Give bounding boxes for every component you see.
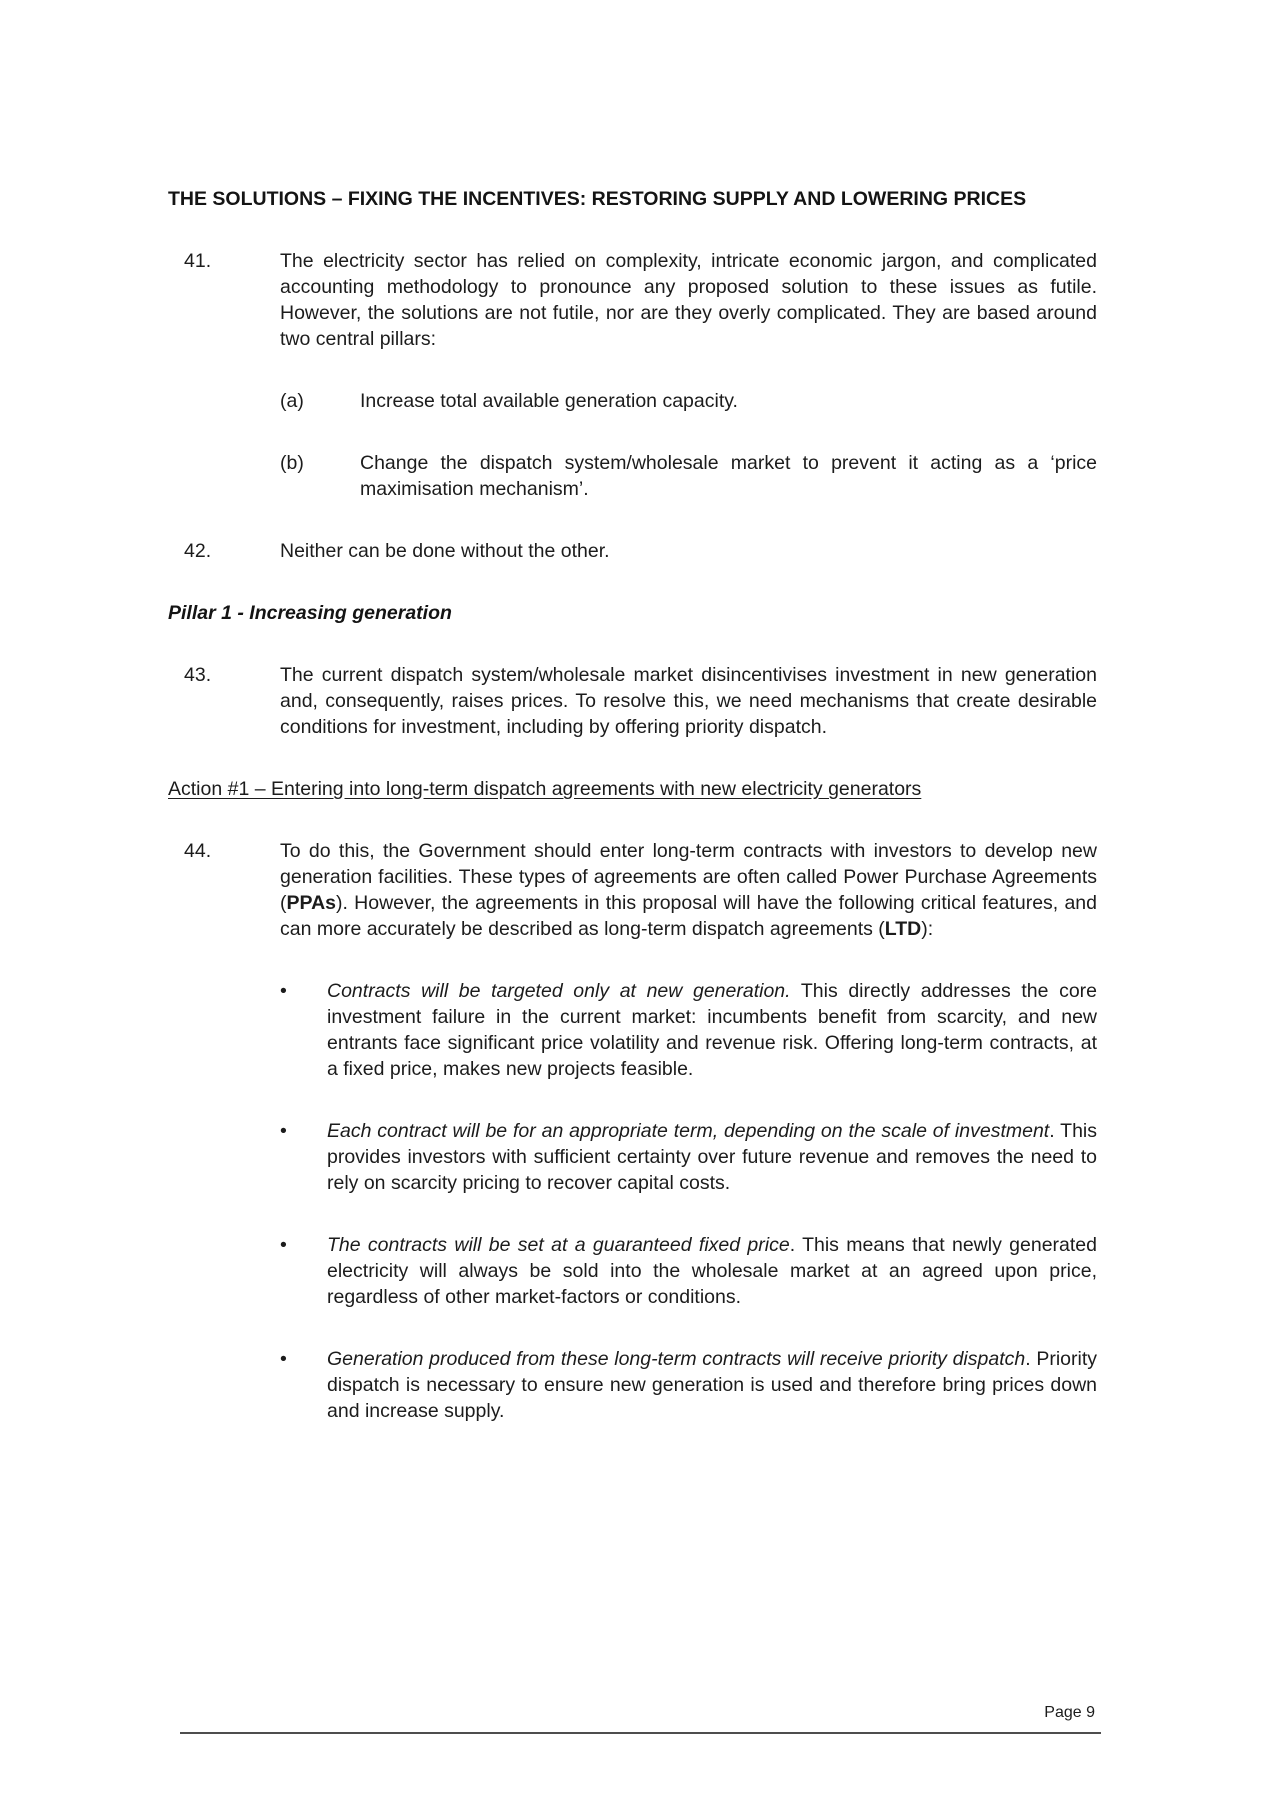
bullet-4-rest: . Priority dispatch is necessary to ensure new generation is used and therefore bring prices down and increase supply.	[327, 1348, 1097, 1422]
bullet-icon: •	[280, 980, 287, 1002]
list-item-a	[280, 388, 1097, 414]
paragraph-44	[168, 838, 1097, 942]
list-item-b-text: Change the dispatch system/wholesale market to prevent it acting as a ‘price maximisation mechanism’.	[360, 452, 1097, 500]
paragraph-44-segment-1: To do this, the Government should enter long-term contracts with investors to develop new generation facilities. These types of agreements are often called Power Purchase Agreements (	[280, 840, 1097, 914]
bullet-item-2	[278, 1118, 1097, 1196]
pillar-1-heading: Pillar 1 - Increasing generation	[168, 602, 452, 624]
paragraph-44-text	[280, 838, 1097, 942]
paragraph-42-text: Neither can be done without the other.	[280, 540, 610, 562]
bullet-icon: •	[280, 1120, 287, 1142]
bullet-1-rest: This directly addresses the core investment failure in the current market: incumbents benefit from scarcity, and new entrants face significant price volatility and revenue risk. Offering long-term contracts, at a fixed price, makes new projects feasible.	[327, 980, 1097, 1080]
bullet-4-text	[327, 1346, 1097, 1424]
bullet-icon: •	[280, 1348, 287, 1370]
paragraph-42-number: 42.	[184, 540, 212, 562]
bullet-item-1	[278, 978, 1097, 1082]
paragraph-41-number: 41.	[184, 250, 212, 272]
paragraph-44-number: 44.	[184, 840, 212, 862]
bullet-2-rest: . This provides investors with sufficient certainty over future revenue and removes the need to rely on scarcity pricing to recover capital costs.	[327, 1120, 1097, 1194]
bullet-4-lead: Generation produced from these long-term contracts will receive priority dispatch	[327, 1348, 1026, 1370]
bullet-item-3	[278, 1232, 1097, 1310]
bullet-2-text	[327, 1118, 1097, 1196]
bullet-3-text	[327, 1232, 1097, 1310]
paragraph-43-number: 43.	[184, 664, 212, 686]
paragraph-42	[168, 538, 1097, 564]
list-item-b	[280, 450, 1097, 502]
section-heading: THE SOLUTIONS – FIXING THE INCENTIVES: RESTORING SUPPLY AND LOWERING PRICES	[168, 188, 1027, 210]
bullet-item-4	[278, 1346, 1097, 1424]
bullet-3-rest: . This means that newly generated electricity will always be sold into the wholesale market at an agreed upon price, regardless of other market-factors or conditions.	[327, 1234, 1097, 1308]
bullet-3-lead: The contracts will be set at a guaranteed fixed price	[327, 1234, 790, 1256]
bullet-icon: •	[280, 1234, 287, 1256]
paragraph-41-text: The electricity sector has relied on complexity, intricate economic jargon, and complicated accounting methodology to pronounce any proposed solution to these issues as futile. However, the solutions are not futile, nor are they overly complicated. They are based around two central pillars:	[280, 250, 1097, 350]
page-number: Page 9	[1044, 1704, 1095, 1721]
bullet-1-lead: Contracts will be targeted only at new generation.	[327, 980, 791, 1002]
bullet-1-text	[327, 978, 1097, 1082]
paragraph-44-segment-2: ). However, the agreements in this proposal will have the following critical features, and can more accurately be described as long-term dispatch agreements (	[280, 892, 1097, 940]
footer-rule	[180, 1732, 1101, 1734]
paragraph-41	[168, 248, 1097, 352]
list-item-a-text: Increase total available generation capacity.	[360, 390, 738, 412]
paragraph-44-segment-3: ):	[921, 918, 934, 940]
action-1-heading: Action #1 – Entering into long-term dispatch agreements with new electricity generators	[168, 778, 922, 800]
bullet-2-lead: Each contract will be for an appropriate term, depending on the scale of investment	[327, 1120, 1050, 1142]
paragraph-43-text: The current dispatch system/wholesale market disincentivises investment in new generation and, consequently, raises prices. To resolve this, we need mechanisms that create desirable conditions for investment, including by offering priority dispatch.	[280, 664, 1097, 738]
paragraph-43	[168, 662, 1097, 740]
document-content	[168, 186, 1097, 1460]
ppas-bold-term: PPAs	[286, 892, 336, 914]
list-item-a-marker: (a)	[280, 390, 304, 412]
ltd-bold-term: LTD	[884, 918, 922, 940]
list-item-b-marker: (b)	[280, 452, 304, 474]
